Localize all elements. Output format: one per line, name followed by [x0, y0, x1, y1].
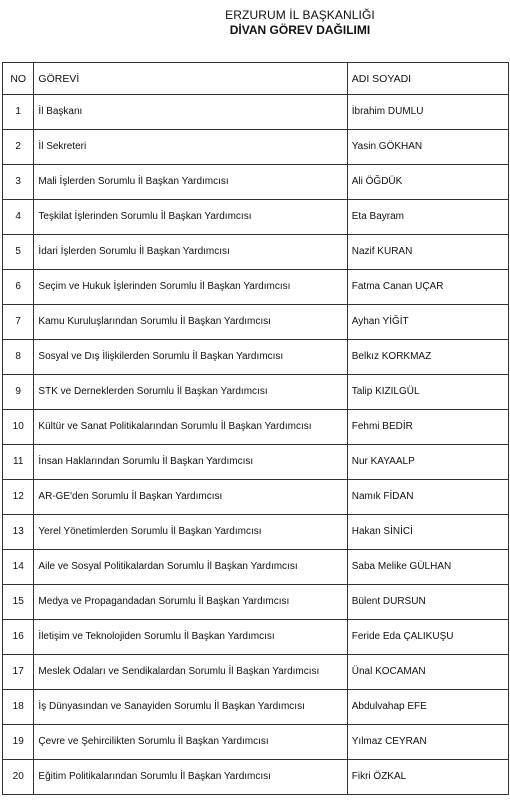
row-ad-cell: Fehmi BEDİR — [347, 410, 508, 445]
row-gorev-cell: İl Başkanı — [34, 95, 347, 130]
row-gorev-cell: Seçim ve Hukuk İşlerinden Sorumlu İl Başkan Yardımcısı — [34, 270, 347, 305]
row-ad-cell: Yasin GÖKHAN — [347, 130, 508, 165]
row-gorev-cell: Aile ve Sosyal Politikalardan Sorumlu İl Başkan Yardımcısı — [34, 550, 347, 585]
row-no-cell: 6 — [3, 270, 34, 305]
table-row — [3, 235, 509, 270]
header-subtitle: DİVAN GÖREV DAĞILIMI — [229, 23, 371, 37]
row-gorev-cell: Çevre ve Şehircilikten Sorumlu İl Başkan Yardımcısı — [34, 725, 347, 760]
row-ad-cell: Belkız KORKMAZ — [347, 340, 508, 375]
table-row — [3, 585, 509, 620]
table-row — [3, 375, 509, 410]
row-ad-cell: Hakan SİNİCİ — [347, 515, 508, 550]
row-ad-cell: Fikri ÖZKAL — [347, 760, 508, 795]
row-ad-cell: Fatma Canan UÇAR — [347, 270, 508, 305]
column-header-no: NO — [3, 63, 34, 95]
row-gorev-cell: Mali İşlerden Sorumlu İl Başkan Yardımcısı — [34, 165, 347, 200]
row-no-cell: 8 — [3, 340, 34, 375]
row-gorev-cell: İl Sekreteri — [34, 130, 347, 165]
row-gorev-cell: Meslek Odaları ve Sendikalardan Sorumlu İl Başkan Yardımcısı — [34, 655, 347, 690]
table-row — [3, 480, 509, 515]
row-ad-cell: Talip KIZILGÜL — [347, 375, 508, 410]
table-row — [3, 270, 509, 305]
row-gorev-cell: İş Dünyasından ve Sanayiden Sorumlu İl Başkan Yardımcısı — [34, 690, 347, 725]
assignment-table — [2, 62, 509, 795]
row-ad-cell: Bülent DURSUN — [347, 585, 508, 620]
table-row — [3, 95, 509, 130]
row-no-cell: 16 — [3, 620, 34, 655]
row-ad-cell: Ayhan YİĞİT — [347, 305, 508, 340]
row-gorev-cell: Kültür ve Sanat Politikalarından Sorumlu İl Başkan Yardımcısı — [34, 410, 347, 445]
row-gorev-cell: Teşkilat İşlerinden Sorumlu İl Başkan Yardımcısı — [34, 200, 347, 235]
row-gorev-cell: Kamu Kuruluşlarından Sorumlu İl Başkan Yardımcısı — [34, 305, 347, 340]
row-ad-cell: Nur KAYAALP — [347, 445, 508, 480]
row-ad-cell: Nazif KURAN — [347, 235, 508, 270]
row-no-cell: 14 — [3, 550, 34, 585]
row-no-cell: 20 — [3, 760, 34, 795]
row-ad-cell: Yılmaz CEYRAN — [347, 725, 508, 760]
table-row — [3, 760, 509, 795]
table-row — [3, 620, 509, 655]
row-ad-cell: Feride Eda ÇALIKUŞU — [347, 620, 508, 655]
row-gorev-cell: Yerel Yönetimlerden Sorumlu İl Başkan Yardımcısı — [34, 515, 347, 550]
table-row — [3, 340, 509, 375]
row-ad-cell: Ünal KOCAMAN — [347, 655, 508, 690]
row-no-cell: 9 — [3, 375, 34, 410]
row-gorev-cell: İletişim ve Teknolojiden Sorumlu İl Başkan Yardımcısı — [34, 620, 347, 655]
row-no-cell: 12 — [3, 480, 34, 515]
table-header-row — [3, 63, 509, 95]
row-ad-cell: Ali ÖĞDÜK — [347, 165, 508, 200]
row-gorev-cell: Sosyal ve Dış İlişkilerden Sorumlu İl Başkan Yardımcısı — [34, 340, 347, 375]
row-gorev-cell: Eğitim Politikalarından Sorumlu İl Başkan Yardımcısı — [34, 760, 347, 795]
header-title: ERZURUM İL BAŞKANLIĞI — [225, 8, 375, 22]
column-header-gorev: GÖREVİ — [34, 63, 347, 95]
table-row — [3, 130, 509, 165]
row-no-cell: 10 — [3, 410, 34, 445]
table-row — [3, 165, 509, 200]
row-gorev-cell: STK ve Derneklerden Sorumlu İl Başkan Yardımcısı — [34, 375, 347, 410]
row-gorev-cell: Medya ve Propagandadan Sorumlu İl Başkan Yardımcısı — [34, 585, 347, 620]
table-row — [3, 550, 509, 585]
table-row — [3, 445, 509, 480]
row-ad-cell: Saba Melike GÜLHAN — [347, 550, 508, 585]
row-no-cell: 2 — [3, 130, 34, 165]
row-gorev-cell: İdari İşlerden Sorumlu İl Başkan Yardımcısı — [34, 235, 347, 270]
row-ad-cell: Eta Bayram — [347, 200, 508, 235]
row-no-cell: 18 — [3, 690, 34, 725]
row-ad-cell: İbrahim DUMLU — [347, 95, 508, 130]
table-row — [3, 200, 509, 235]
row-ad-cell: Abdulvahap EFE — [347, 690, 508, 725]
row-no-cell: 7 — [3, 305, 34, 340]
table-row — [3, 515, 509, 550]
table-row — [3, 725, 509, 760]
row-gorev-cell: İnsan Haklarından Sorumlu İl Başkan Yardımcısı — [34, 445, 347, 480]
row-no-cell: 19 — [3, 725, 34, 760]
row-no-cell: 15 — [3, 585, 34, 620]
table-row — [3, 305, 509, 340]
row-no-cell: 13 — [3, 515, 34, 550]
table-row — [3, 410, 509, 445]
table-row — [3, 655, 509, 690]
row-no-cell: 4 — [3, 200, 34, 235]
row-no-cell: 1 — [3, 95, 34, 130]
row-no-cell: 5 — [3, 235, 34, 270]
row-no-cell: 11 — [3, 445, 34, 480]
row-gorev-cell: AR-GE'den Sorumlu İl Başkan Yardımcısı — [34, 480, 347, 515]
table-row — [3, 690, 509, 725]
row-ad-cell: Namık FİDAN — [347, 480, 508, 515]
row-no-cell: 17 — [3, 655, 34, 690]
column-header-ad: ADI SOYADI — [347, 63, 508, 95]
row-no-cell: 3 — [3, 165, 34, 200]
document-header — [0, 8, 510, 38]
